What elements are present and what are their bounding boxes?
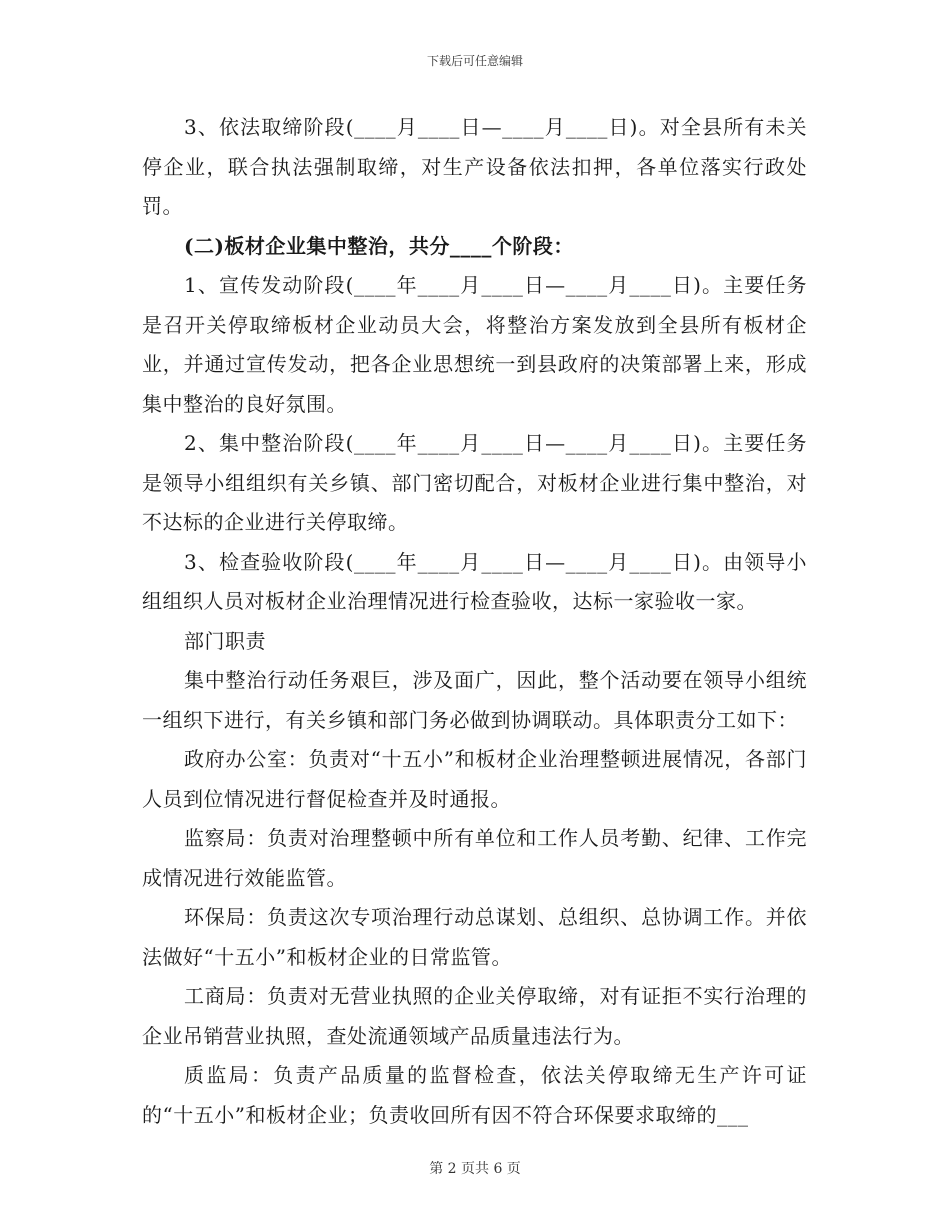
paragraph-commerce-bureau: 工商局：负责对无营业执照的企业关停取缔，对有证拒不实行治理的企业吊销营业执照，查处流通领域产品质量违法行为。 (142, 984, 807, 1048)
paragraph-phase-1-publicity: 1、宣传发动阶段(____年____月____日—____月____日)。主要任务是召开关停取缔板材企业动员大会，将整治方案发放到全县所有板材企业，并通过宣传发动，把各企业思想统一到县政府的决策部署上来，形成集中整治的良好氛围。 (142, 273, 807, 416)
paragraph-government-office: 政府办公室：负责对“十五小”和板材企业治理整顿进展情况，各部门人员到位情况进行督促检查并及时通报。 (142, 747, 807, 811)
paragraph-phase-3-inspection: 3、检查验收阶段(____年____月____日—____月____日)。由领导小组组织人员对板材企业治理情况进行检查验收，达标一家验收一家。 (142, 549, 807, 613)
paragraph-environmental-bureau: 环保局：负责这次专项治理行动总谋划、总组织、总协调工作。并依法做好“十五小”和板材企业的日常监管。 (142, 905, 807, 969)
page-footer: 第 2 页共 6 页 (429, 1161, 521, 1177)
paragraph-quality-bureau: 质监局：负责产品质量的监督检查，依法关停取缔无生产许可证的“十五小”和板材企业；负责收回所有因不符合环保要求取缔的___ (142, 1063, 807, 1127)
section-heading-board-rectification: (二)板材企业集中整治，共分____个阶段： (184, 233, 574, 258)
page-header: 下载后可任意编辑 (426, 54, 523, 68)
document-body (142, 108, 807, 1135)
section-heading-department-duties: 部门职责 (184, 628, 266, 653)
paragraph-supervision-bureau: 监察局：负责对治理整顿中所有单位和工作人员考勤、纪律、工作完成情况进行效能监管。 (142, 826, 807, 890)
paragraph-phase-3-ban: 3、依法取缔阶段(____月____日—____月____日)。对全县所有未关停企业，联合执法强制取缔，对生产设备依法扣押，各单位落实行政处罚。 (142, 115, 807, 218)
paragraph-phase-2-rectification: 2、集中整治阶段(____年____月____日—____月____日)。主要任务是领导小组组织有关乡镇、部门密切配合，对板材企业进行集中整治，对不达标的企业进行关停取缔。 (142, 431, 807, 534)
paragraph-duties-intro: 集中整治行动任务艰巨，涉及面广，因此，整个活动要在领导小组统一组织下进行，有关乡镇和部门务必做到协调联动。具体职责分工如下： (142, 668, 807, 732)
